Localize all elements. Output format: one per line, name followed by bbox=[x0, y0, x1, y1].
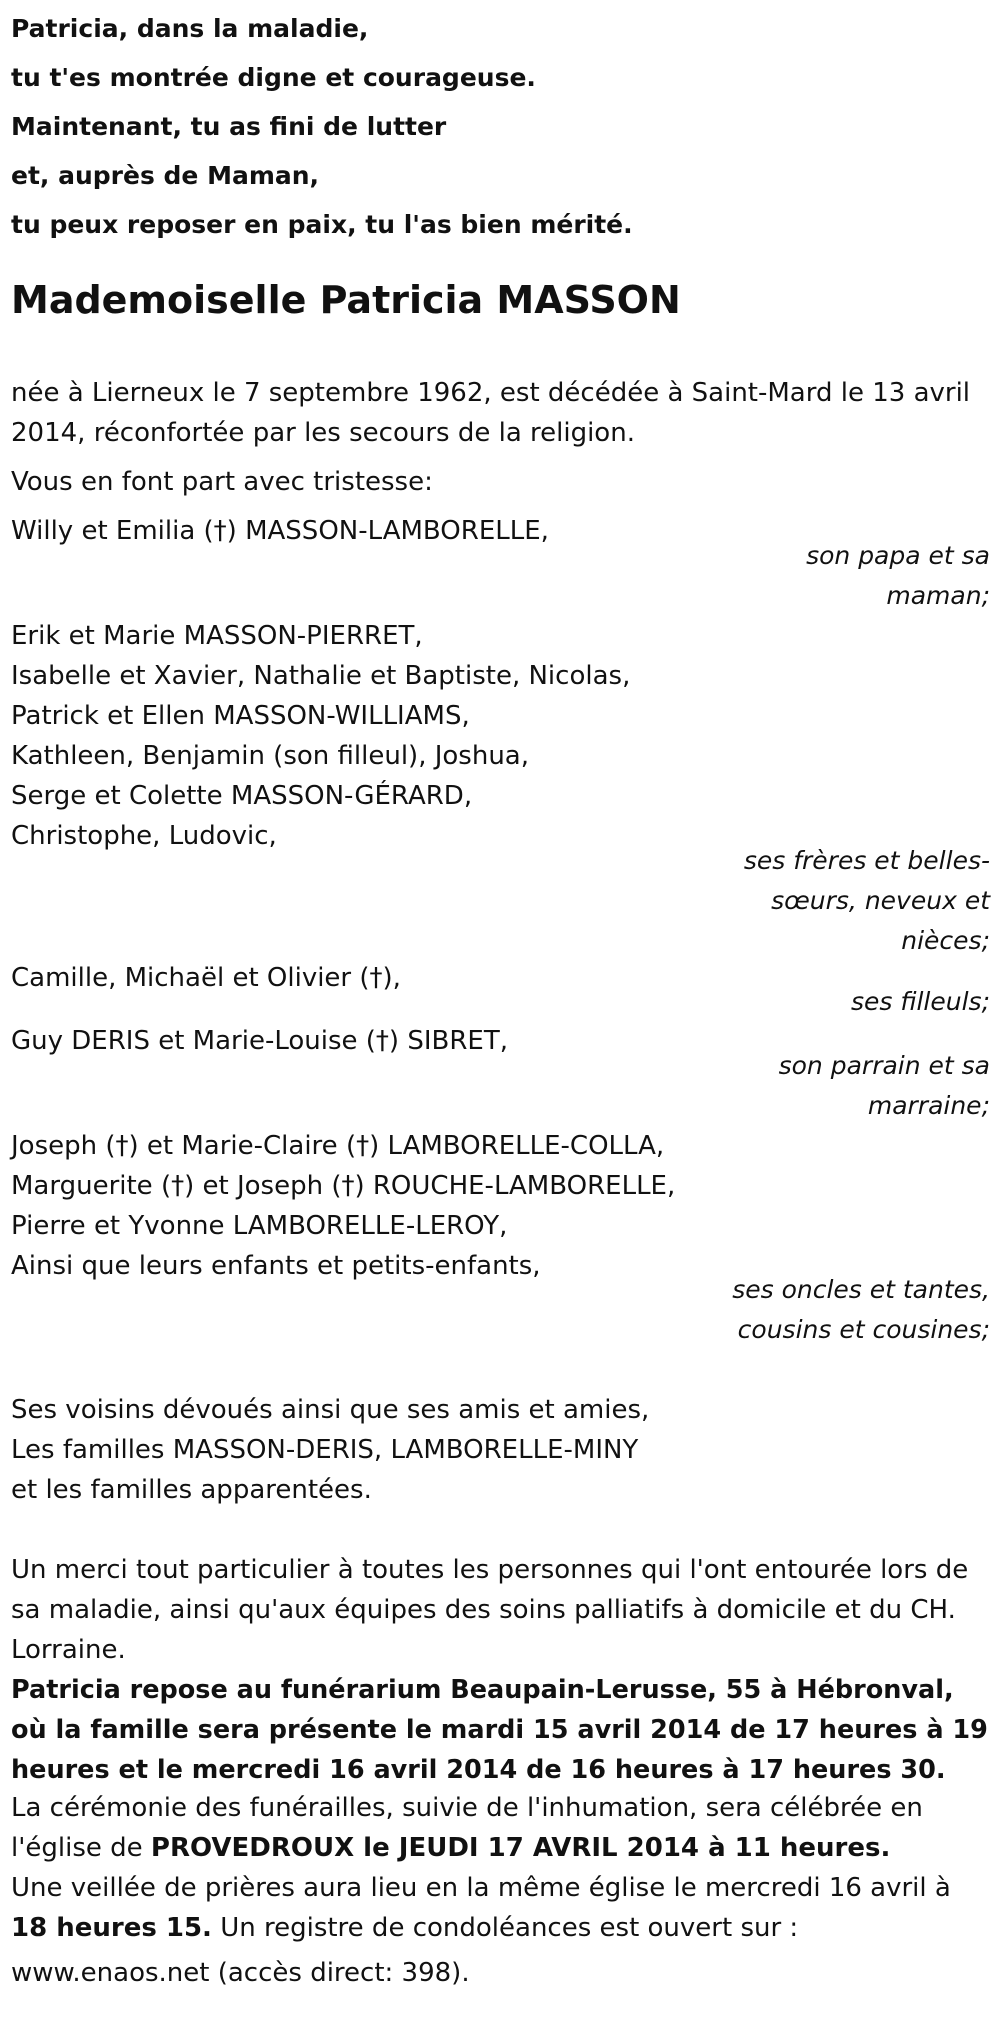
poem-line: et, auprès de Maman, bbox=[11, 161, 320, 190]
ceremony-paragraph bbox=[11, 1788, 991, 1868]
others-line: Les familles MASSON-DERIS, LAMBORELLE-MINY bbox=[11, 1435, 639, 1465]
relation-label: ses filleuls; bbox=[850, 987, 990, 1016]
birth-death-paragraph: née à Lierneux le 7 septembre 1962, est décédée à Saint-Mard le 13 avril 2014, réconfortée par les secours de la religion. bbox=[11, 378, 971, 448]
relation-label: son parrain et sa marraine; bbox=[778, 1051, 990, 1120]
family-line: Kathleen, Benjamin (son filleul), Joshua, bbox=[11, 741, 529, 771]
poem-line: Patricia, dans la maladie, bbox=[11, 14, 369, 43]
vigil-time: 18 heures 15. bbox=[11, 1913, 212, 1943]
family-line: Serge et Colette MASSON-GÉRARD, bbox=[11, 781, 473, 811]
family-line: Joseph (†) et Marie-Claire (†) LAMBORELLE-COLLA, bbox=[11, 1131, 665, 1161]
family-line: Patrick et Ellen MASSON-WILLIAMS, bbox=[11, 701, 470, 731]
family-line: Marguerite (†) et Joseph (†) ROUCHE-LAMBORELLE, bbox=[11, 1171, 676, 1201]
funerarium-paragraph: Patricia repose au funérarium Beaupain-Lerusse, 55 à Hébronval, où la famille sera présente le mardi 15 avril 2014 de 17 heures à 19 heures et le mercredi 16 avril 2014 de 16 heures à 17 heures 30. bbox=[11, 1675, 988, 1785]
family-line: Willy et Emilia (†) MASSON-LAMBORELLE, bbox=[11, 516, 549, 546]
others-line: Ses voisins dévoués ainsi que ses amis et amies, bbox=[11, 1395, 650, 1425]
poem-line: tu t'es montrée digne et courageuse. bbox=[11, 63, 536, 92]
family-line: Erik et Marie MASSON-PIERRET, bbox=[11, 621, 423, 651]
vigil-paragraph bbox=[11, 1868, 991, 1948]
vigil-after: Un registre de condoléances est ouvert sur : bbox=[211, 1913, 799, 1943]
ceremony-text: La cérémonie des funérailles, suivie de l'inhumation, sera célébrée en l'église de bbox=[11, 1793, 923, 1863]
thanks-paragraph: Un merci tout particulier à toutes les personnes qui l'ont entourée lors de sa maladie, ainsi qu'aux équipes des soins palliatifs à domicile et du CH. Lorraine. bbox=[11, 1555, 969, 1665]
family-line: Christophe, Ludovic, bbox=[11, 821, 277, 851]
vigil-text: Une veillée de prières aura lieu en la même église le mercredi 16 avril à bbox=[11, 1873, 951, 1903]
relation-label: ses oncles et tantes, cousins et cousines; bbox=[732, 1275, 990, 1344]
poem-line: tu peux reposer en paix, tu l'as bien mérité. bbox=[11, 210, 633, 239]
family-line: Pierre et Yvonne LAMBORELLE-LEROY, bbox=[11, 1211, 508, 1241]
family-line: Isabelle et Xavier, Nathalie et Baptiste, Nicolas, bbox=[11, 661, 631, 691]
announcement-intro: Vous en font part avec tristesse: bbox=[11, 467, 433, 497]
family-line: Guy DERIS et Marie-Louise (†) SIBRET, bbox=[11, 1026, 508, 1056]
others-line: et les familles apparentées. bbox=[11, 1475, 372, 1505]
family-line: Camille, Michaël et Olivier (†), bbox=[11, 963, 401, 993]
ceremony-date: PROVEDROUX le JEUDI 17 AVRIL 2014 à 11 heures. bbox=[150, 1833, 891, 1863]
website-link[interactable]: www.enaos.net (accès direct: 398). bbox=[11, 1958, 470, 1988]
family-line: Ainsi que leurs enfants et petits-enfants, bbox=[11, 1251, 541, 1281]
deceased-name-title: Mademoiselle Patricia MASSON bbox=[11, 278, 681, 322]
poem bbox=[11, 4, 633, 249]
relation-label: ses frères et belles-sœurs, neveux et nièces; bbox=[743, 846, 990, 955]
relation-label: son papa et sa maman; bbox=[806, 541, 990, 610]
poem-line: Maintenant, tu as fini de lutter bbox=[11, 112, 447, 141]
